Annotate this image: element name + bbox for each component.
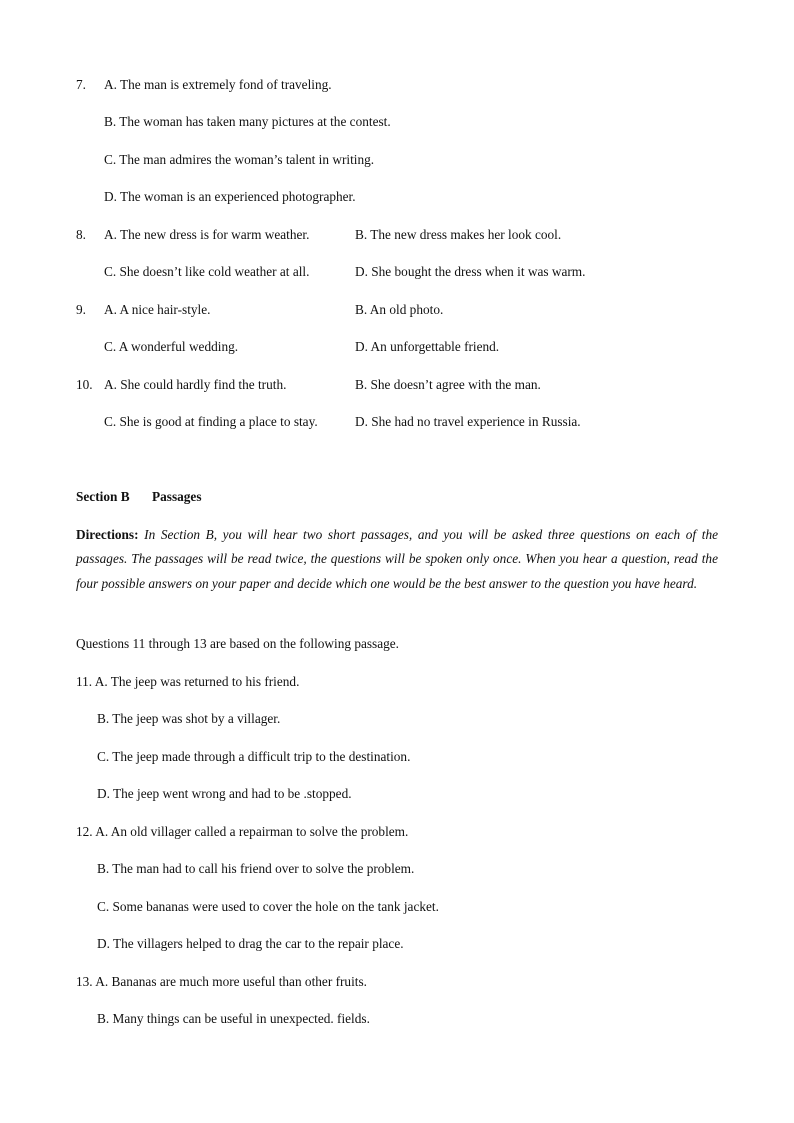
question-10-option-d: D. She had no travel experience in Russia. [355,414,581,429]
question-10-option-b: B. She doesn’t agree with the man. [355,377,541,392]
directions-label: Directions: [76,527,139,542]
question-8-option-b: B. The new dress makes her look cool. [355,227,562,242]
question-13-option-a: 13. A. Bananas are much more useful than other fruits. [76,974,367,989]
question-9-option-d: D. An unforgettable friend. [355,339,500,354]
directions-paragraph [76,523,718,596]
question-8-number: 8. [76,227,86,242]
question-10-option-c: C. She is good at finding a place to stay. [104,414,318,429]
question-9-option-b: B. An old photo. [355,302,444,317]
question-11-option-d: D. The jeep went wrong and had to be .stopped. [97,786,352,801]
question-11-option-a: 11. A. The jeep was returned to his friend. [76,674,300,689]
question-12-option-c: C. Some bananas were used to cover the hole on the tank jacket. [97,899,439,914]
question-11-option-c: C. The jeep made through a difficult trip to the destination. [97,749,411,764]
question-10-number: 10. [76,377,93,392]
question-7-option-d: D. The woman is an experienced photographer. [104,189,356,204]
question-12-option-a: 12. A. An old villager called a repairman to solve the problem. [76,824,409,839]
question-9-number: 9. [76,302,86,317]
question-7-option-c: C. The man admires the woman’s talent in writing. [104,152,375,167]
question-8-option-d: D. She bought the dress when it was warm. [355,264,586,279]
question-12-option-d: D. The villagers helped to drag the car to the repair place. [97,936,404,951]
question-9-option-c: C. A wonderful wedding. [104,339,239,354]
question-11-option-b: B. The jeep was shot by a villager. [97,711,281,726]
question-12-option-b: B. The man had to call his friend over to solve the problem. [97,861,415,876]
question-8-option-c: C. She doesn’t like cold weather at all. [104,264,310,279]
question-7-option-b: B. The woman has taken many pictures at the contest. [104,114,391,129]
question-13-option-b: B. Many things can be useful in unexpected. fields. [97,1011,370,1026]
question-7-option-a: A. The man is extremely fond of traveling. [104,77,332,92]
directions-text: In Section B, you will hear two short passages, and you will be asked three questions on each of the passages. The passages will be read twice, the questions will be spoken only once. When you hear a question, read the four possible answers on your paper and decide which one would be the best answer to the question you have heard. [76,527,718,591]
question-9-option-a: A. A nice hair-style. [104,302,211,317]
section-b-title: Passages [152,489,202,504]
question-10-option-a: A. She could hardly find the truth. [104,377,287,392]
question-7-number: 7. [76,77,86,92]
passage-intro: Questions 11 through 13 are based on the following passage. [76,636,400,651]
question-8-option-a: A. The new dress is for warm weather. [104,227,310,242]
section-b-label: Section B [76,489,130,504]
